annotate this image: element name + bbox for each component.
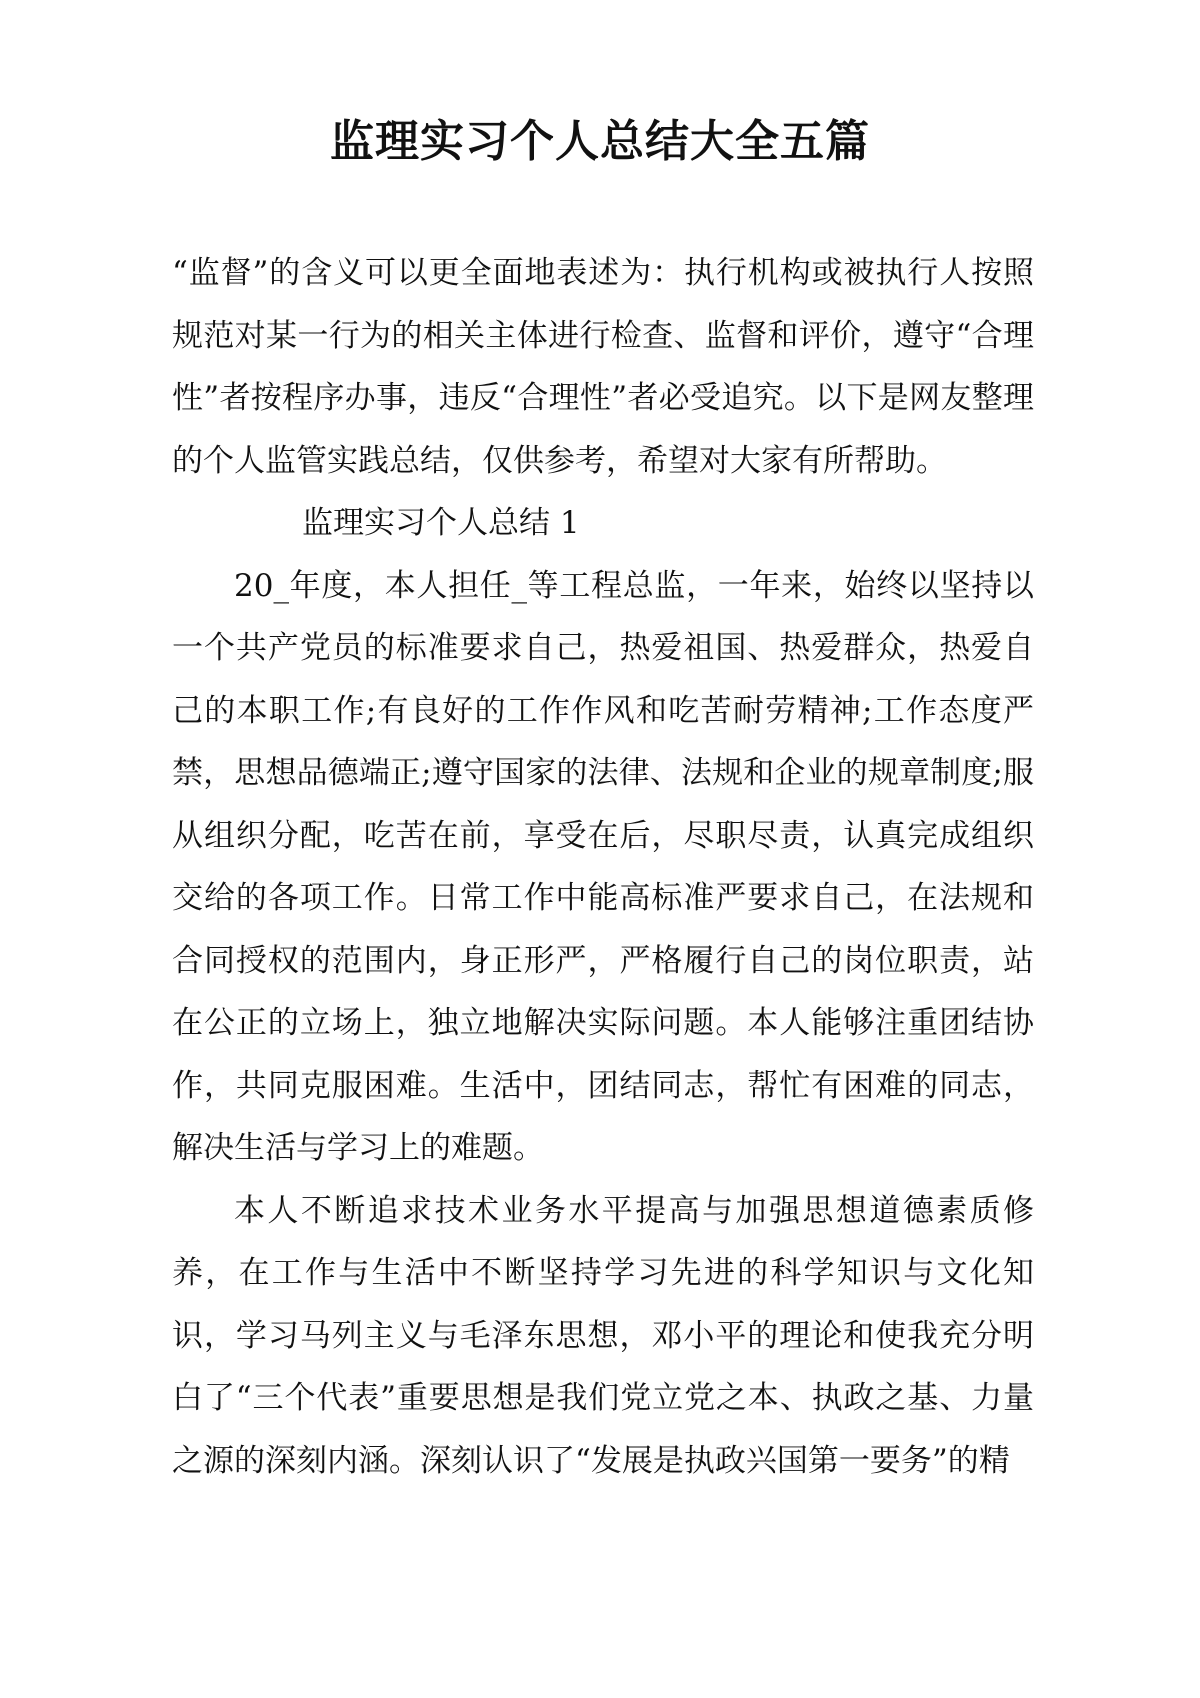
body-paragraph-1: 20_年度，本人担任_等工程总监，一年来，始终以坚持以一个共产党员的标准要求自己，热爱祖国、热爱群众，热爱自己的本职工作;有良好的工作作风和吃苦耐劳精神;工作态度严禁，思想品德端正;遵守国家的法律、法规和企业的规章制度;服从组织分配，吃苦在前，享受在后，尽职尽责，认真完成组织交给的各项工作。日常工作中能高标准严要求自己，在法规和合同授权的范围内，身正形严，严格履行自己的岗位职责，站在公正的立场上，独立地解决实际问题。本人能够注重团结协作，共同克服困难。生活中，团结同志，帮忙有困难的同志，解决生活与学习上的难题。	[172, 567, 1034, 1166]
body-paragraph-2: 本人不断追求技术业务水平提高与加强思想道德素质修养，在工作与生活中不断坚持学习先进的科学知识与文化知识，学习马列主义与毛泽东思想，邓小平的理论和使我充分明白了“三个代表”重要思想是我们党立党之本、执政之基、力量之源的深刻内涵。深刻认识了“发展是执政兴国第一要务”的精	[172, 1192, 1034, 1479]
document-body	[172, 242, 1034, 1492]
section-heading-1: 监理实习个人总结 1	[302, 505, 580, 541]
intro-paragraph: “监督”的含义可以更全面地表述为：执行机构或被执行人按照规范对某一行为的相关主体进行检查、监督和评价，遵守“合理性”者按程序办事，违反“合理性”者必受追究。以下是网友整理的个人监管实践总结，仅供参考，希望对大家有所帮助。	[172, 255, 1034, 479]
document-title: 监理实习个人总结大全五篇	[330, 116, 870, 167]
